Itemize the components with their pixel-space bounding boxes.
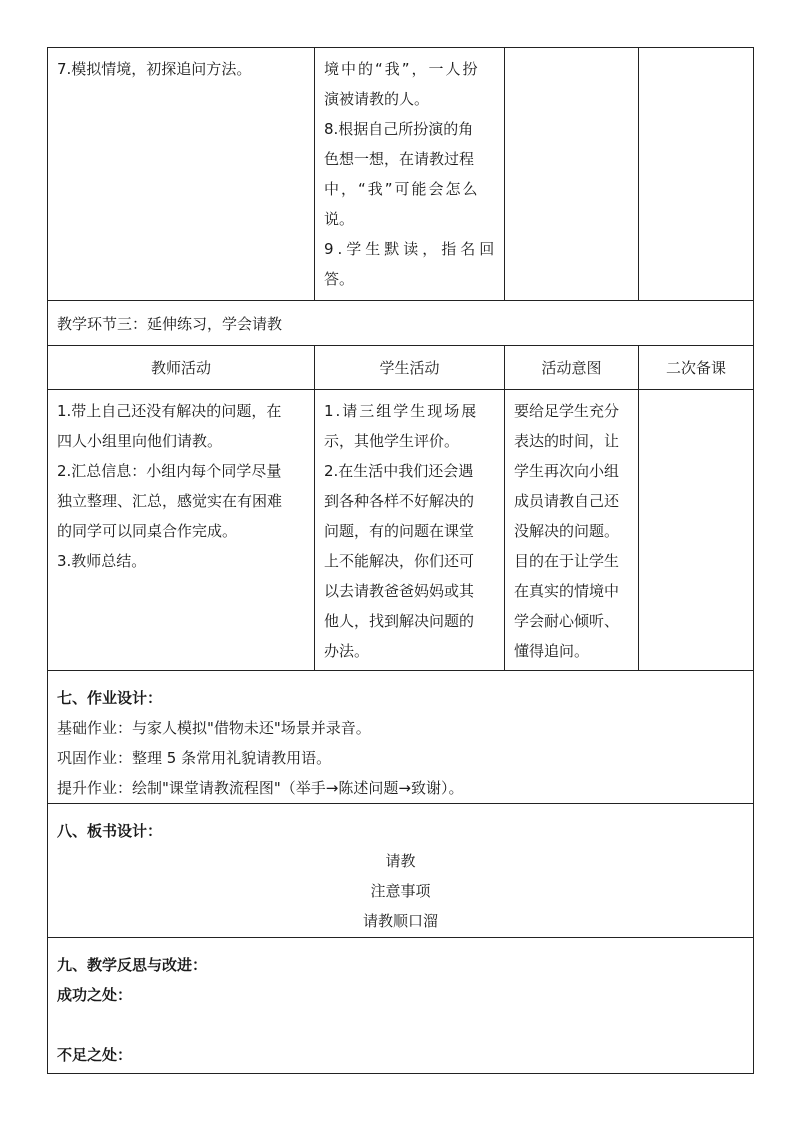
lesson-plan-table <box>47 47 754 1074</box>
second-prep-cell <box>639 390 754 671</box>
intent-line: 学会耐心倾听、 <box>514 612 620 630</box>
board-design-title: 八、板书设计： <box>57 822 163 840</box>
student-activity-line: 到各种各样不好解决的 <box>324 492 475 510</box>
teacher-activity-cell <box>48 48 315 301</box>
intent-line: 成员请教自己还 <box>514 492 620 510</box>
intent-cell <box>505 48 639 301</box>
board-line: 请教顺口溜 <box>362 912 438 930</box>
student-activity-line: 色想一想，在请教过程 <box>324 150 475 168</box>
header-activity-intent: 活动意图 <box>505 346 639 390</box>
section-three-title: 教学环节三：延伸练习，学会请教 <box>57 314 283 333</box>
student-activity-line: 办法。 <box>324 642 370 660</box>
section-three-row <box>48 301 754 346</box>
homework-row <box>48 671 754 804</box>
success-label: 成功之处： <box>57 986 133 1004</box>
student-activity-line: 示，其他学生评价。 <box>324 432 460 450</box>
teacher-activity-line: 2.汇总信息：小组内每个同学尽量 <box>57 462 282 480</box>
homework-item: 基础作业：与家人模拟"借物未还"场景并录音。 <box>57 719 371 737</box>
teacher-activity-line: 1.带上自己还没有解决的问题，在 <box>57 402 282 420</box>
teacher-activity-line: 7.模拟情境，初探追问方法。 <box>57 60 252 78</box>
student-activity-line: 8.根据自己所扮演的角 <box>324 120 474 138</box>
activity-row-continued <box>48 48 754 301</box>
student-activity-line: 1.请三组学生现场展 <box>324 402 479 420</box>
section-three-cell <box>48 301 754 346</box>
reflection-cell <box>48 938 754 1074</box>
board-design-cell <box>48 804 754 938</box>
intent-line: 要给足学生充分 <box>514 402 620 420</box>
intent-line: 懂得追问。 <box>514 642 590 660</box>
teacher-activity-line: 3.教师总结。 <box>57 552 147 570</box>
homework-item: 巩固作业：整理 5 条常用礼貌请教用语。 <box>57 749 332 767</box>
student-activity-line: 以去请教爸爸妈妈或其 <box>324 582 475 600</box>
board-line: 注意事项 <box>370 882 431 900</box>
student-activity-line: 2.在生活中我们还会遇 <box>324 462 474 480</box>
student-activity-cell <box>315 390 505 671</box>
student-activity-line: 9.学生默读，指名回 <box>324 240 499 258</box>
board-line: 请教 <box>385 852 416 870</box>
homework-item: 提升作业：绘制"课堂请教流程图"（举手→陈述问题→致谢）。 <box>57 779 464 797</box>
teacher-activity-line: 独立整理、汇总，感觉实在有困难 <box>57 492 283 510</box>
student-activity-line: 上不能解决，你们还可 <box>324 552 475 570</box>
board-design-row <box>48 804 754 938</box>
intent-cell <box>505 390 639 671</box>
student-activity-line: 答。 <box>324 270 355 288</box>
intent-line: 在真实的情境中 <box>514 582 620 600</box>
reflection-row <box>48 938 754 1074</box>
homework-cell <box>48 671 754 804</box>
teacher-activity-cell <box>48 390 315 671</box>
header-second-prep: 二次备课 <box>639 346 754 390</box>
teacher-activity-line: 四人小组里向他们请教。 <box>57 432 223 450</box>
header-teacher-activity: 教师活动 <box>48 346 315 390</box>
teacher-activity-line: 的同学可以同桌合作完成。 <box>57 522 238 540</box>
student-activity-line: 中，“我”可能会怎么 <box>324 180 480 198</box>
student-activity-line: 演被请教的人。 <box>324 90 430 108</box>
student-activity-line: 境中的“我”，一人扮 <box>324 60 480 78</box>
intent-line: 表达的时间，让 <box>514 432 620 450</box>
column-header-row <box>48 346 754 390</box>
reflection-title: 九、教学反思与改进： <box>57 956 208 974</box>
student-activity-line: 问题，有的问题在课堂 <box>324 522 475 540</box>
intent-line: 学生再次向小组 <box>514 462 620 480</box>
student-activity-cell <box>315 48 505 301</box>
student-activity-line: 说。 <box>324 210 355 228</box>
activity-row-section-three <box>48 390 754 671</box>
homework-title: 七、作业设计： <box>57 689 163 707</box>
second-prep-cell <box>639 48 754 301</box>
header-student-activity: 学生活动 <box>315 346 505 390</box>
student-activity-line: 他人，找到解决问题的 <box>324 612 475 630</box>
shortcoming-label: 不足之处： <box>57 1046 133 1064</box>
intent-line: 没解决的问题。 <box>514 522 620 540</box>
lesson-plan-page <box>47 47 753 1074</box>
intent-line: 目的在于让学生 <box>514 552 620 570</box>
